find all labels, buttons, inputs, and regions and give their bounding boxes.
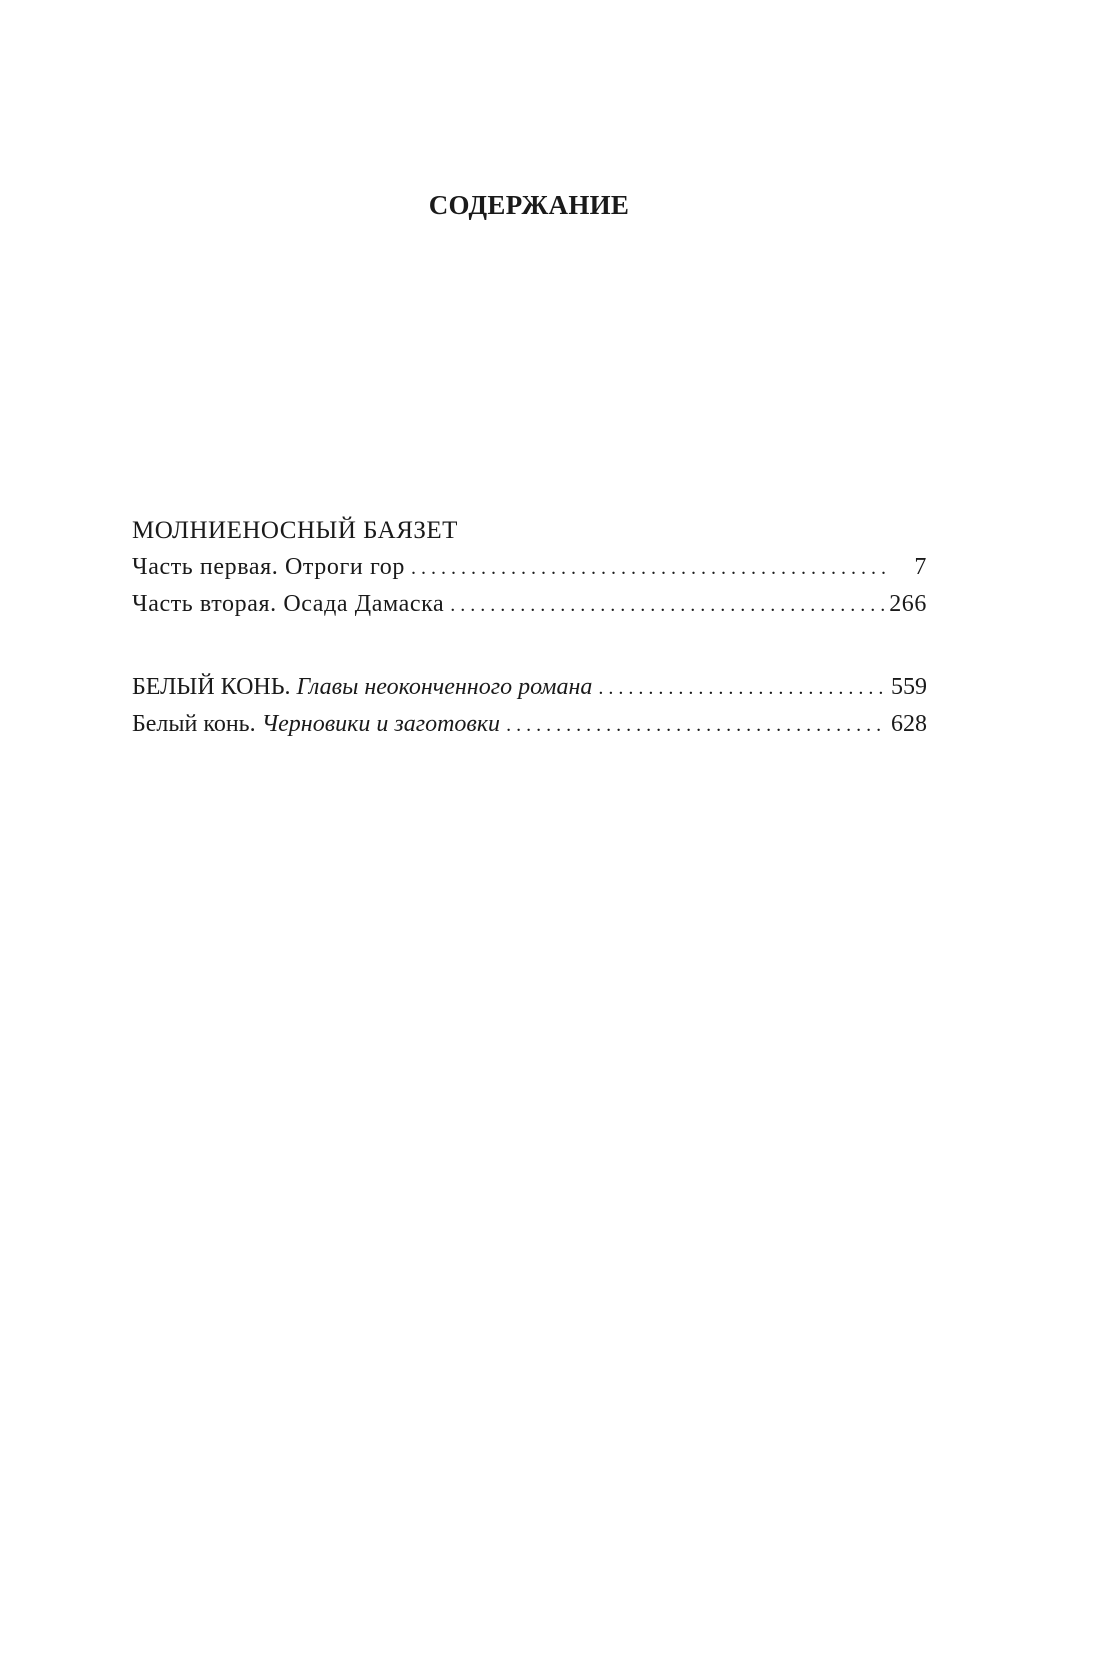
toc-entry-title: Часть вторая. Осада Дамаска [132, 591, 445, 617]
toc-entry[interactable] [132, 670, 927, 705]
toc-page-number: 559 [891, 674, 927, 700]
toc-entry[interactable] [132, 587, 927, 622]
toc-entry-subtitle: Главы неоконченного романа [296, 674, 593, 700]
toc-entry[interactable] [132, 550, 927, 585]
toc-entry-subtitle: Черновики и заготовки [261, 711, 501, 737]
toc-page-number: 7 [914, 554, 927, 580]
toc-entry-title-main: Белый конь. [132, 711, 256, 737]
toc-entry-title-main: БЕЛЫЙ КОНЬ. [132, 674, 291, 700]
toc-entry-title [132, 707, 506, 741]
toc-entry-title [132, 670, 598, 704]
dot-leader [450, 588, 885, 622]
dot-leader [598, 671, 885, 705]
dot-leader [506, 708, 885, 742]
toc-page-number: 628 [891, 711, 927, 737]
toc-section [132, 670, 927, 742]
toc-section [132, 514, 927, 622]
toc-page-number: 266 [889, 591, 927, 617]
dot-leader [411, 551, 885, 585]
toc-entry[interactable] [132, 707, 927, 742]
section-heading: МОЛНИЕНОСНЫЙ БАЯЗЕТ [132, 517, 458, 544]
toc-entry-title: Часть первая. Отроги гор [132, 554, 405, 580]
page-title: СОДЕРЖАНИЕ [428, 190, 630, 220]
